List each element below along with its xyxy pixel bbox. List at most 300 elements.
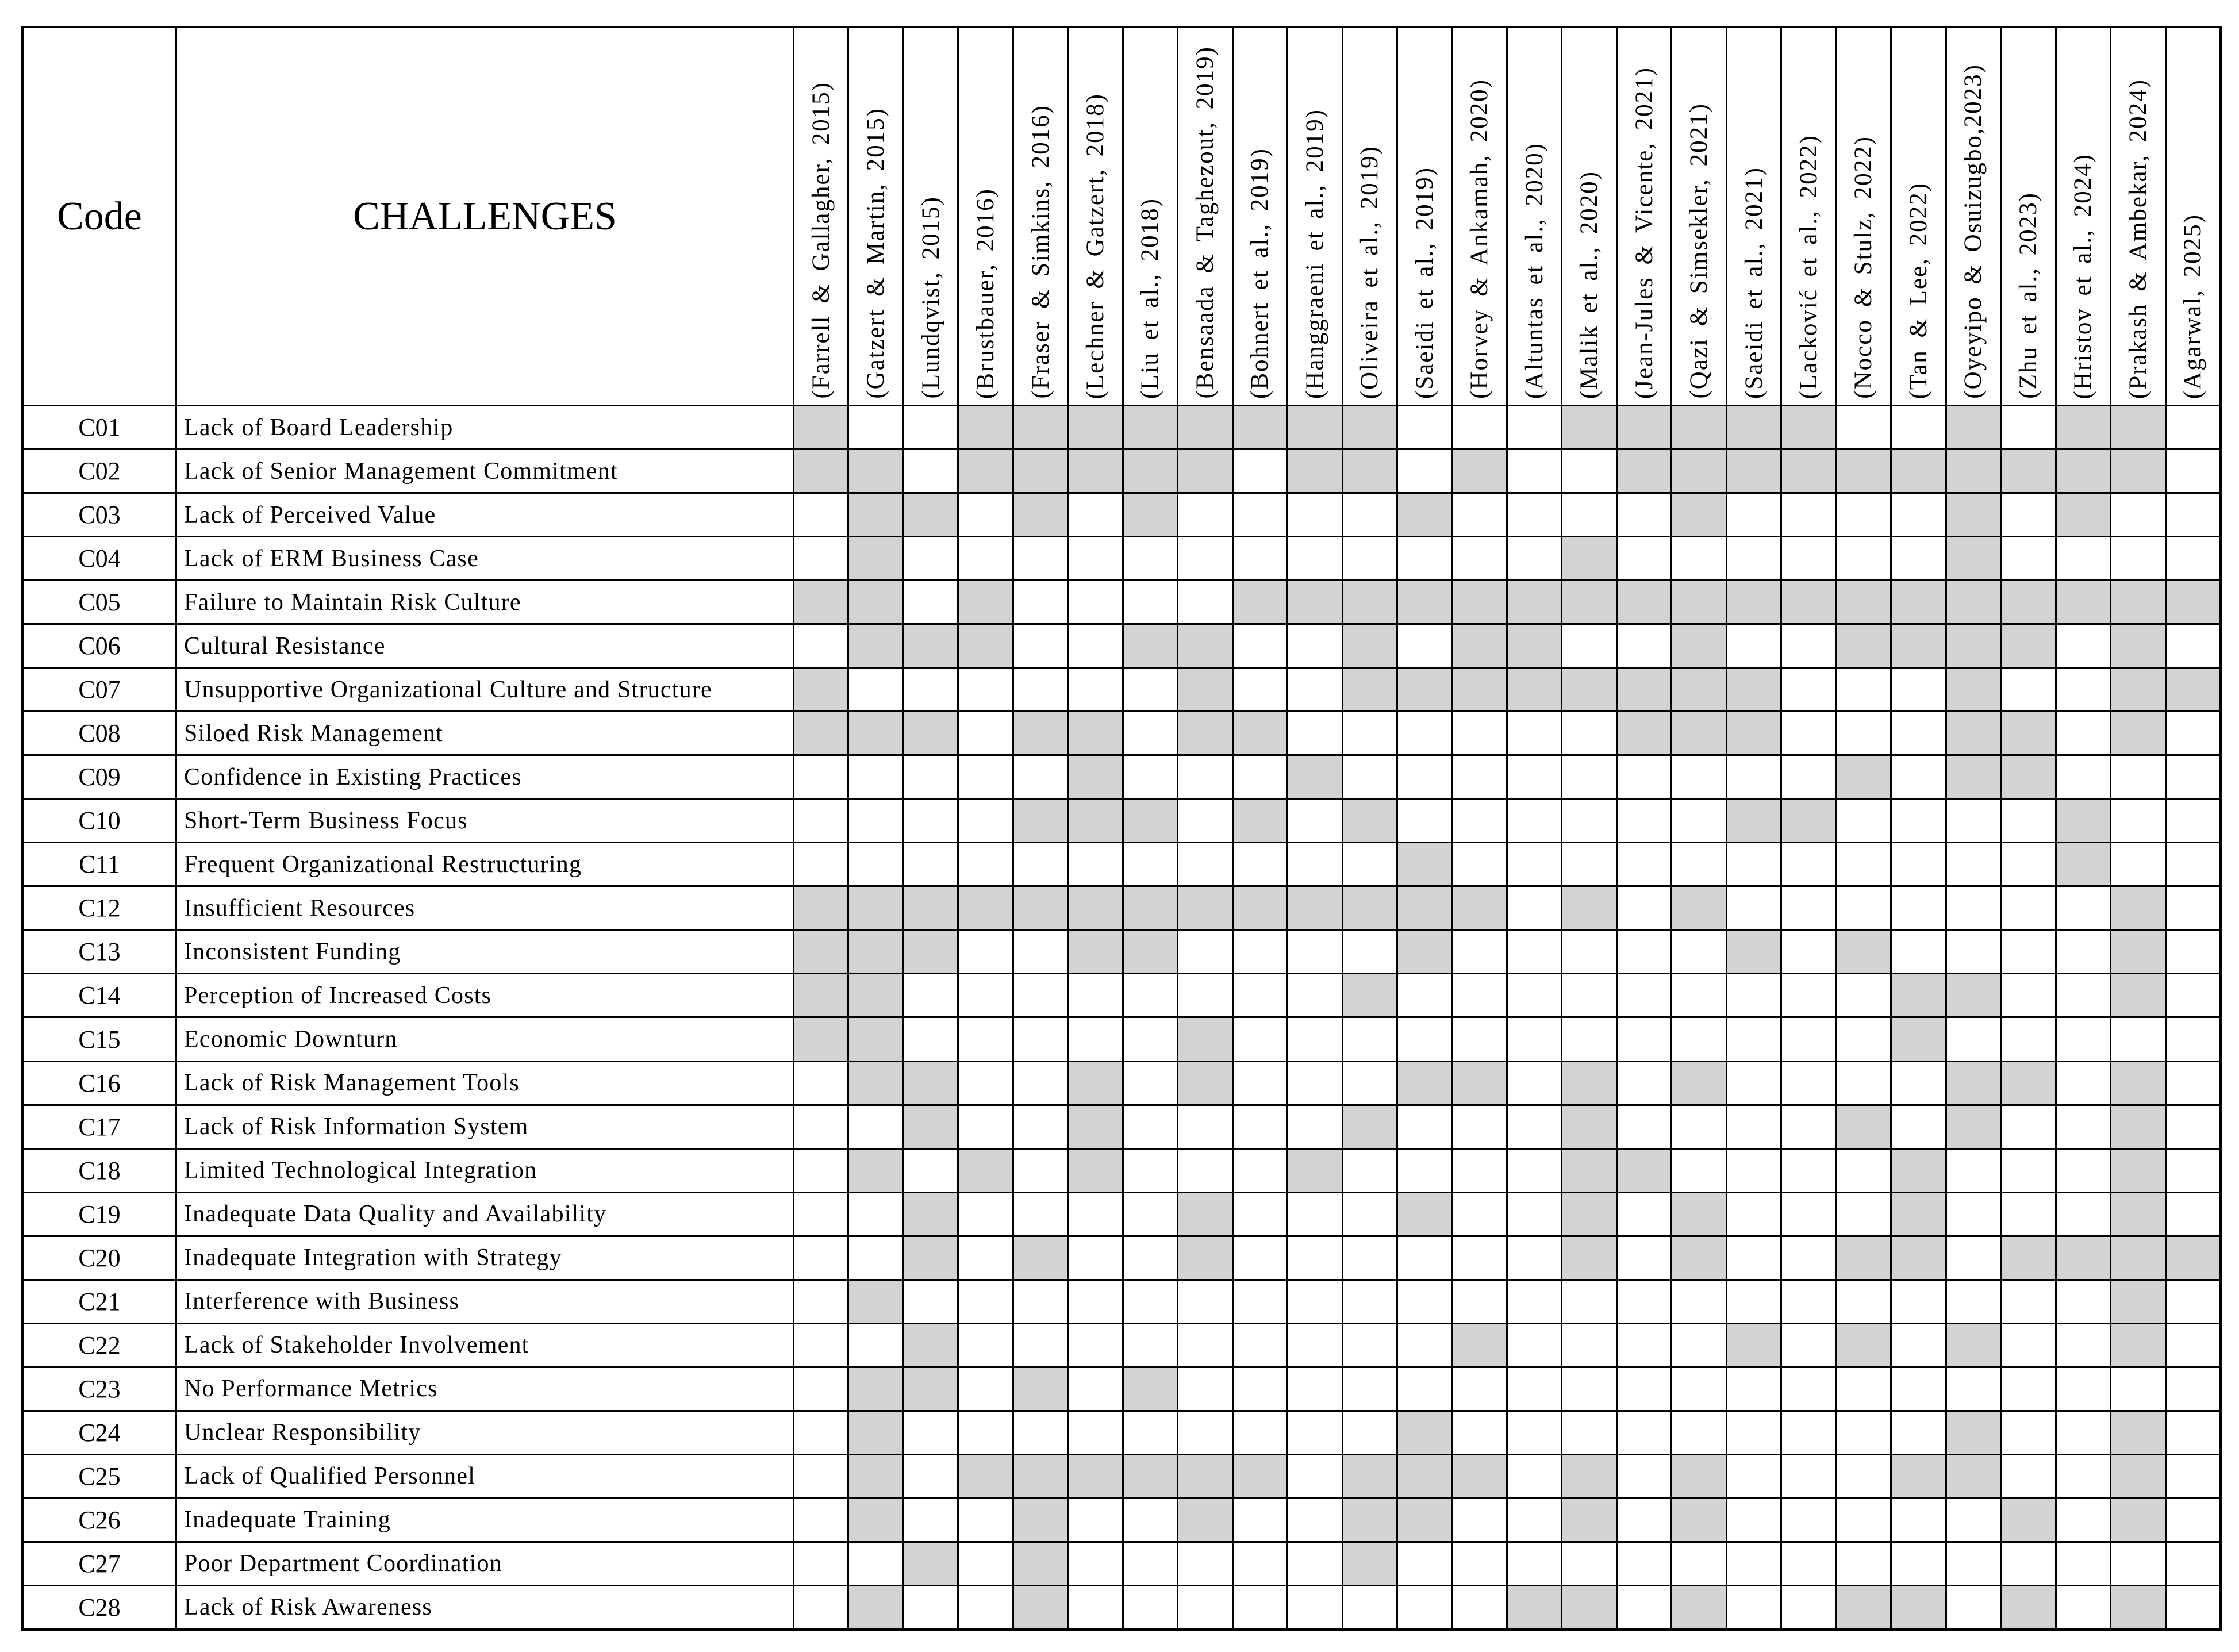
challenge-name-cell: Lack of Risk Information System [177, 1106, 793, 1148]
citation-mark-cell-marked [1508, 625, 1561, 667]
citation-mark-cell-marked [1453, 1062, 1506, 1104]
citation-mark-cell-marked [1343, 1106, 1396, 1148]
citation-mark-cell [2167, 1455, 2219, 1497]
challenge-name-cell: Lack of Qualified Personnel [177, 1455, 793, 1497]
challenge-name-cell: Limited Technological Integration [177, 1150, 793, 1192]
citation-mark-cell [1288, 1237, 1341, 1279]
citation-mark-cell [1618, 537, 1670, 579]
citation-mark-cell [1124, 712, 1177, 754]
challenge-name-cell: Inadequate Data Quality and Availability [177, 1193, 793, 1235]
citation-mark-cell-marked [1288, 1150, 1341, 1192]
citation-mark-cell-marked [1562, 537, 1615, 579]
citation-mark-cell [1343, 1237, 1396, 1279]
citation-mark-cell [1947, 1368, 2000, 1410]
citation-mark-cell [1618, 1455, 1670, 1497]
citation-mark-cell-marked [2057, 450, 2110, 492]
citation-mark-cell [1343, 494, 1396, 536]
citation-mark-cell [1234, 537, 1286, 579]
citation-mark-cell [1782, 1237, 1835, 1279]
reference-header [1727, 28, 1780, 405]
citation-mark-cell [849, 1106, 902, 1148]
citation-mark-cell [1288, 1324, 1341, 1366]
reference-header [1398, 28, 1451, 405]
citation-mark-cell [1398, 1237, 1451, 1279]
citation-mark-cell [1069, 1324, 1122, 1366]
citation-mark-cell-marked [849, 1018, 902, 1060]
challenge-name-cell: Interference with Business [177, 1281, 793, 1323]
citation-mark-cell-marked [1562, 1499, 1615, 1541]
citation-mark-cell-marked [2057, 581, 2110, 623]
citation-mark-cell [2057, 1018, 2110, 1060]
reference-label: (Oliveira et al., 2019) [1356, 145, 1384, 399]
citation-mark-cell [794, 1106, 847, 1148]
citation-mark-cell-marked [1014, 1237, 1067, 1279]
citation-mark-cell [904, 537, 957, 579]
citation-mark-cell [2057, 756, 2110, 798]
citation-mark-cell-marked [1288, 450, 1341, 492]
citation-mark-cell-marked [1398, 1499, 1451, 1541]
citation-mark-cell-marked [849, 625, 902, 667]
challenge-code-cell: C26 [24, 1499, 175, 1541]
reference-header [1069, 28, 1122, 405]
citation-mark-cell-marked [1562, 887, 1615, 929]
citation-mark-cell [2167, 931, 2219, 973]
citation-mark-cell [1014, 1412, 1067, 1454]
citation-mark-cell-marked [1014, 1455, 1067, 1497]
citation-mark-cell [1343, 712, 1396, 754]
citation-mark-cell-marked [2002, 1499, 2054, 1541]
citation-mark-cell [1508, 1412, 1561, 1454]
citation-mark-cell [2002, 974, 2054, 1016]
citation-mark-cell [959, 494, 1012, 536]
citation-mark-cell [1562, 800, 1615, 842]
citation-mark-cell [1178, 756, 1231, 798]
citation-mark-cell [959, 1018, 1012, 1060]
citation-mark-cell [1453, 537, 1506, 579]
citation-mark-cell [2167, 756, 2219, 798]
citation-mark-cell [2167, 1018, 2219, 1060]
citation-mark-cell [1947, 1193, 2000, 1235]
citation-mark-cell [794, 1543, 847, 1585]
citation-mark-cell-marked [794, 931, 847, 973]
citation-mark-cell-marked [2111, 1586, 2164, 1628]
citation-mark-cell-marked [2111, 1106, 2164, 1148]
challenge-code-cell: C02 [24, 450, 175, 492]
citation-mark-cell [1069, 669, 1122, 710]
citation-mark-cell [1398, 1281, 1451, 1323]
citation-mark-cell [2002, 1543, 2054, 1585]
challenge-name-cell: Perception of Increased Costs [177, 974, 793, 1016]
citation-mark-cell [1069, 1018, 1122, 1060]
citation-mark-cell-marked [1124, 494, 1177, 536]
citation-mark-cell [1892, 1543, 1945, 1585]
citation-mark-cell-marked [2111, 581, 2164, 623]
citation-mark-cell-marked [1727, 450, 1780, 492]
citation-mark-cell [1727, 1018, 1780, 1060]
citation-mark-cell [1343, 1193, 1396, 1235]
citation-mark-cell [1178, 1368, 1231, 1410]
citation-mark-cell [1288, 1499, 1341, 1541]
citation-mark-cell-marked [1837, 1324, 1890, 1366]
citation-mark-cell-marked [2111, 406, 2164, 448]
reference-header [1672, 28, 1725, 405]
citation-mark-cell [959, 1193, 1012, 1235]
citation-mark-cell-marked [1837, 756, 1890, 798]
citation-mark-cell [1782, 537, 1835, 579]
citation-mark-cell [1178, 537, 1231, 579]
citation-mark-cell-marked [1069, 1106, 1122, 1148]
citation-mark-cell [904, 581, 957, 623]
citation-mark-cell-marked [1069, 406, 1122, 448]
citation-mark-cell [2057, 669, 2110, 710]
citation-mark-cell [1124, 1543, 1177, 1585]
citation-mark-cell [1343, 1412, 1396, 1454]
citation-mark-cell [1782, 669, 1835, 710]
citation-mark-cell [1562, 756, 1615, 798]
citation-mark-cell [1947, 1018, 2000, 1060]
citation-mark-cell-marked [1124, 450, 1177, 492]
citation-mark-cell [794, 800, 847, 842]
citation-mark-cell [1837, 1062, 1890, 1104]
citation-mark-cell-marked [2111, 1455, 2164, 1497]
citation-mark-cell-marked [1124, 1368, 1177, 1410]
citation-mark-cell [1069, 1543, 1122, 1585]
citation-mark-cell [1727, 1412, 1780, 1454]
citation-mark-cell [1398, 712, 1451, 754]
challenge-code-cell: C15 [24, 1018, 175, 1060]
citation-mark-cell-marked [1672, 1586, 1725, 1628]
citation-mark-cell-marked [1069, 756, 1122, 798]
citation-mark-cell [1124, 1586, 1177, 1628]
citation-mark-cell-marked [1618, 669, 1670, 710]
citation-mark-cell [1069, 1237, 1122, 1279]
citation-mark-cell [849, 1543, 902, 1585]
citation-mark-cell-marked [2057, 494, 2110, 536]
citation-mark-cell-marked [1562, 1455, 1615, 1497]
citation-mark-cell [1288, 537, 1341, 579]
citation-mark-cell-marked [1947, 756, 2000, 798]
citation-mark-cell [794, 756, 847, 798]
challenge-name-cell: Siloed Risk Management [177, 712, 793, 754]
citation-mark-cell [1782, 1062, 1835, 1104]
citation-mark-cell-marked [1234, 581, 1286, 623]
citation-mark-cell [2167, 1281, 2219, 1323]
citation-mark-cell [904, 843, 957, 885]
citation-mark-cell [794, 1324, 847, 1366]
citation-mark-cell-marked [959, 450, 1012, 492]
citation-mark-cell-marked [1672, 1455, 1725, 1497]
citation-mark-cell-marked [1069, 712, 1122, 754]
citation-mark-cell [1672, 537, 1725, 579]
citation-mark-cell [849, 1237, 902, 1279]
citation-mark-cell-marked [1837, 1106, 1890, 1148]
citation-mark-cell-marked [1727, 406, 1780, 448]
citation-mark-cell [1892, 931, 1945, 973]
citation-mark-cell [1508, 756, 1561, 798]
citation-mark-cell [1398, 1106, 1451, 1148]
citation-mark-cell-marked [794, 1018, 847, 1060]
reference-header [1508, 28, 1561, 405]
citation-mark-cell [959, 1062, 1012, 1104]
citation-mark-cell [1618, 843, 1670, 885]
citation-mark-cell [1178, 1150, 1231, 1192]
citation-mark-cell [2002, 494, 2054, 536]
citation-mark-cell-marked [2057, 406, 2110, 448]
citation-mark-cell-marked [849, 494, 902, 536]
citation-mark-cell-marked [849, 1368, 902, 1410]
challenge-name-cell: Frequent Organizational Restructuring [177, 843, 793, 885]
citation-mark-cell-marked [1178, 1018, 1231, 1060]
citation-mark-cell-marked [1398, 669, 1451, 710]
citation-mark-cell [1343, 843, 1396, 885]
citation-mark-cell [1837, 1368, 1890, 1410]
citation-mark-cell [1124, 1150, 1177, 1192]
citation-mark-cell [1508, 1324, 1561, 1366]
citation-mark-cell-marked [1014, 887, 1067, 929]
citation-mark-cell-marked [1947, 669, 2000, 710]
citation-mark-cell [1508, 974, 1561, 1016]
citation-mark-cell-marked [1398, 1193, 1451, 1235]
citation-mark-cell [2002, 1281, 2054, 1323]
citation-mark-cell [1947, 1586, 2000, 1628]
citation-mark-cell [1124, 669, 1177, 710]
citation-mark-cell [2111, 494, 2164, 536]
citation-mark-cell-marked [1837, 625, 1890, 667]
citation-mark-cell [1782, 756, 1835, 798]
citation-mark-cell [1014, 537, 1067, 579]
citation-mark-cell [794, 1281, 847, 1323]
citation-mark-cell [1398, 756, 1451, 798]
citation-mark-cell [2057, 1324, 2110, 1366]
citation-mark-cell-marked [1672, 1062, 1725, 1104]
citation-mark-cell [1234, 1281, 1286, 1323]
citation-mark-cell-marked [1947, 406, 2000, 448]
citation-mark-cell-marked [2111, 1193, 2164, 1235]
reference-header [1288, 28, 1341, 405]
citation-mark-cell [2167, 1368, 2219, 1410]
citation-mark-cell [1837, 712, 1890, 754]
citation-mark-cell [1453, 406, 1506, 448]
citation-mark-cell-marked [959, 581, 1012, 623]
citation-mark-cell [2057, 1543, 2110, 1585]
citation-mark-cell [1672, 1150, 1725, 1192]
citation-mark-cell [1234, 1412, 1286, 1454]
citation-mark-cell [1947, 843, 2000, 885]
citation-mark-cell-marked [1453, 1455, 1506, 1497]
challenge-name-cell: Lack of Perceived Value [177, 494, 793, 536]
citation-mark-cell-marked [959, 625, 1012, 667]
citation-mark-cell [794, 625, 847, 667]
citation-mark-cell-marked [849, 1062, 902, 1104]
citation-mark-cell-marked [1892, 625, 1945, 667]
citation-mark-cell [1398, 537, 1451, 579]
citation-mark-cell-marked [904, 1324, 957, 1366]
citation-mark-cell [1892, 1062, 1945, 1104]
citation-mark-cell [1343, 1062, 1396, 1104]
citation-mark-cell-marked [904, 625, 957, 667]
citation-mark-cell-marked [1014, 406, 1067, 448]
citation-mark-cell [1782, 887, 1835, 929]
citation-mark-cell-marked [1947, 581, 2000, 623]
citation-mark-cell [1892, 756, 1945, 798]
citation-mark-cell [2167, 1324, 2219, 1366]
citation-mark-cell [1672, 1368, 1725, 1410]
citation-mark-cell [1234, 1586, 1286, 1628]
citation-mark-cell [1508, 1062, 1561, 1104]
citation-mark-cell [1343, 1586, 1396, 1628]
citation-mark-cell-marked [1727, 800, 1780, 842]
citation-mark-cell-marked [1837, 1237, 1890, 1279]
citation-mark-cell-marked [1288, 581, 1341, 623]
citation-mark-cell [2167, 1106, 2219, 1148]
citation-mark-cell [1453, 1237, 1506, 1279]
citation-mark-cell [904, 1455, 957, 1497]
citation-mark-cell [1727, 625, 1780, 667]
citation-mark-cell [2002, 843, 2054, 885]
citation-mark-cell-marked [1014, 1368, 1067, 1410]
citation-mark-cell [1288, 1193, 1341, 1235]
citation-mark-cell [1782, 1193, 1835, 1235]
citation-mark-cell [1892, 406, 1945, 448]
citation-mark-cell [1234, 1018, 1286, 1060]
citation-mark-cell-marked [1947, 537, 2000, 579]
citation-mark-cell-marked [1892, 1237, 1945, 1279]
challenge-code-cell: C09 [24, 756, 175, 798]
citation-mark-cell [1343, 1150, 1396, 1192]
citation-mark-cell [1124, 974, 1177, 1016]
challenge-name-cell: Lack of Senior Management Commitment [177, 450, 793, 492]
citation-mark-cell [1837, 669, 1890, 710]
citation-mark-cell [1453, 712, 1506, 754]
citation-mark-cell-marked [1672, 887, 1725, 929]
citation-mark-cell [1508, 537, 1561, 579]
citation-mark-cell [1618, 974, 1670, 1016]
citation-mark-cell-marked [1343, 887, 1396, 929]
citation-mark-cell-marked [2111, 1324, 2164, 1366]
citation-mark-cell [849, 1193, 902, 1235]
citation-mark-cell [1014, 581, 1067, 623]
reference-label: (Brustbauer, 2016) [972, 187, 1000, 399]
citation-mark-cell-marked [1234, 800, 1286, 842]
citation-mark-cell [1288, 931, 1341, 973]
citation-mark-cell [2167, 1499, 2219, 1541]
citation-mark-cell [1672, 931, 1725, 973]
challenge-name-cell: Lack of Stakeholder Involvement [177, 1324, 793, 1366]
citation-mark-cell [2057, 537, 2110, 579]
citation-mark-cell [1892, 1106, 1945, 1148]
citation-mark-cell [959, 712, 1012, 754]
citation-mark-cell-marked [1178, 1499, 1231, 1541]
citation-mark-cell [1398, 974, 1451, 1016]
citation-mark-cell [1178, 1106, 1231, 1148]
citation-mark-cell [959, 1412, 1012, 1454]
challenge-name-cell: Lack of Risk Awareness [177, 1586, 793, 1628]
citation-mark-cell-marked [2111, 974, 2164, 1016]
citation-mark-cell-marked [1178, 625, 1231, 667]
citation-mark-cell [2057, 625, 2110, 667]
citation-mark-cell [1124, 1193, 1177, 1235]
citation-mark-cell [794, 843, 847, 885]
citation-mark-cell [1069, 494, 1122, 536]
citation-mark-cell [1727, 887, 1780, 929]
citation-mark-cell [1124, 843, 1177, 885]
citation-mark-cell-marked [794, 669, 847, 710]
citation-mark-cell-marked [1837, 931, 1890, 973]
citation-mark-cell [1124, 1499, 1177, 1541]
citation-mark-cell [2002, 406, 2054, 448]
citation-mark-cell-marked [849, 1412, 902, 1454]
citation-mark-cell-marked [1124, 406, 1177, 448]
citation-mark-cell [1178, 800, 1231, 842]
citation-mark-cell [2002, 1455, 2054, 1497]
challenge-code-cell: C22 [24, 1324, 175, 1366]
citation-mark-cell [2002, 1368, 2054, 1410]
reference-label: (Jean-Jules & Vicente, 2021) [1630, 66, 1658, 399]
citation-mark-cell [1727, 1281, 1780, 1323]
citation-mark-cell-marked [1618, 450, 1670, 492]
citation-mark-cell [1288, 1455, 1341, 1497]
citation-mark-cell-marked [2002, 756, 2054, 798]
citation-mark-cell [1672, 1281, 1725, 1323]
challenge-code-cell: C23 [24, 1368, 175, 1410]
citation-mark-cell [1453, 1586, 1506, 1628]
challenge-name-cell: Insufficient Resources [177, 887, 793, 929]
citation-mark-cell [1343, 537, 1396, 579]
citation-mark-cell [1782, 1018, 1835, 1060]
citation-mark-cell-marked [794, 712, 847, 754]
citation-mark-cell [1453, 931, 1506, 973]
citation-mark-cell-marked [1398, 843, 1451, 885]
citation-mark-cell-marked [1618, 712, 1670, 754]
citation-mark-cell-marked [794, 887, 847, 929]
citation-mark-cell-marked [1234, 887, 1286, 929]
reference-label: (Hanggraeni et al., 2019) [1301, 108, 1328, 399]
reference-label: (Prakash & Ambekar, 2024) [2124, 78, 2152, 399]
citation-mark-cell [1014, 1193, 1067, 1235]
citation-mark-cell-marked [1343, 1455, 1396, 1497]
citation-mark-cell [1288, 712, 1341, 754]
citation-mark-cell [2167, 1412, 2219, 1454]
citation-mark-cell-marked [904, 1543, 957, 1585]
citation-mark-cell [1672, 1018, 1725, 1060]
citation-mark-cell-marked [2111, 1281, 2164, 1323]
citation-mark-cell [959, 1324, 1012, 1366]
citation-mark-cell [1124, 1237, 1177, 1279]
citation-mark-cell [1672, 800, 1725, 842]
citation-mark-cell [1234, 756, 1286, 798]
challenge-name-cell: No Performance Metrics [177, 1368, 793, 1410]
citation-mark-cell [2057, 1193, 2110, 1235]
citation-mark-cell [959, 1281, 1012, 1323]
citation-mark-cell-marked [1124, 931, 1177, 973]
citation-mark-cell-marked [849, 1281, 902, 1323]
citation-mark-cell-marked [1234, 1455, 1286, 1497]
citation-mark-cell [1014, 931, 1067, 973]
citation-mark-cell-marked [1398, 931, 1451, 973]
citation-mark-cell [1562, 843, 1615, 885]
citation-mark-cell [1508, 406, 1561, 448]
citation-mark-cell [1837, 974, 1890, 1016]
reference-header [1343, 28, 1396, 405]
citation-mark-cell-marked [849, 1455, 902, 1497]
citation-mark-cell [2057, 1368, 2110, 1410]
citation-mark-cell [2167, 1586, 2219, 1628]
citation-mark-cell-marked [1672, 1237, 1725, 1279]
challenge-name-cell: Inadequate Training [177, 1499, 793, 1541]
citation-mark-cell [1014, 1106, 1067, 1148]
challenge-code-cell: C13 [24, 931, 175, 973]
citation-mark-cell-marked [849, 581, 902, 623]
